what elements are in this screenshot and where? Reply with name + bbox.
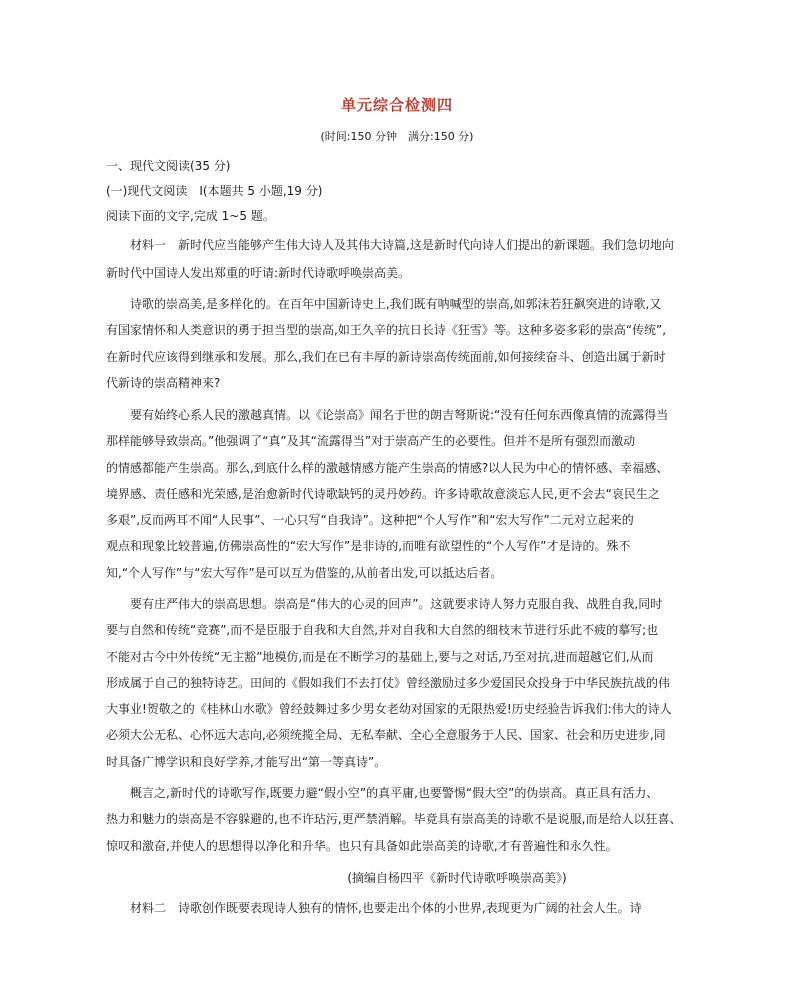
paragraph-line: 有国家情怀和人类意识的勇于担当型的崇高,如王久辛的抗日长诗《狂雪》等。这种多姿多彩的崇高“传统”, bbox=[106, 323, 667, 337]
paragraph-line: 诗歌的崇高美,是多样化的。在百年中国新诗史上,我们既有呐喊型的崇高,如郭沫若狂飙突进的诗歌,又 bbox=[130, 297, 662, 311]
paragraph-line: 代新诗的崇高精神来? bbox=[106, 376, 221, 390]
paragraph-line: 惊叹和激奋,并使人的思想得以净化和升华。也只有具备如此崇高美的诗歌,才有普遍性和永久性。 bbox=[106, 839, 618, 853]
paragraph-line: 新时代中国诗人发出郑重的吁请:新时代诗歌呼唤崇高美。 bbox=[106, 266, 411, 280]
paragraph-line: 要与自然和传统“竞赛”,而不是臣服于自我和大自然,并对自我和大自然的细枝末节进行乐此不疲的摹写;也 bbox=[106, 623, 659, 637]
instruction-text: 阅读下面的文字,完成 1~5 题。 bbox=[106, 209, 275, 223]
paragraph-line: 大事业!贺敬之的《桂林山水歌》曾经鼓舞过多少男女老幼对国家的无限热爱!历史经验告诉我们:伟大的诗人 bbox=[106, 702, 672, 716]
exam-info: (时间:150 分钟 满分:150 分) bbox=[320, 130, 474, 143]
paragraph-line: 材料一 新时代应当能够产生伟大诗人及其伟大诗篇,这是新时代向诗人们提出的新课题。我们急切地向 bbox=[130, 238, 674, 252]
paragraph-line: 知,“个人写作”与“宏大写作”是可以互为借鉴的,从前者出发,可以抵达后者。 bbox=[106, 566, 503, 580]
paragraph-line: 要有始终心系人民的激越真情。以《论崇高》闻名于世的朗吉弩斯说:“没有任何东西像真情的流露得当 bbox=[130, 408, 669, 422]
paragraph-line: 多艰”,反而两耳不闻“人民事”、一心只写“自我诗”。这种把“个人写作”和“宏大写作”二元对立起来的 bbox=[106, 513, 634, 527]
paragraph-line: 形成属于自己的独特诗艺。田间的《假如我们不去打仗》曾经激励过多少爱国民众投身于中华民族抗战的伟 bbox=[106, 676, 671, 690]
paragraph-line: 要有庄严伟大的崇高思想。崇高是“伟大的心灵的回声”。这就要求诗人努力克服自我、战胜自我,同时 bbox=[130, 597, 663, 611]
page-title: 单元综合检测四 bbox=[340, 96, 453, 114]
paragraph-line: 在新时代应该得到继承和发展。那么,我们在已有丰厚的新诗崇高传统面前,如何接续奋斗、创造出属于新时 bbox=[106, 350, 666, 364]
paragraph-line: 不能对古今中外传统“无主豁”地模仿,而是在不断学习的基础上,要与之对话,乃至对抗,进而超越它们,从而 bbox=[106, 650, 654, 664]
paragraph-line: 观点和现象比较普遍,仿佛崇高性的“宏大写作”是非诗的,而唯有欲望性的“个人写作”才是诗的。殊不 bbox=[106, 539, 631, 553]
subsection-heading: (一)现代文阅读 Ⅰ(本题共 5 小题,19 分) bbox=[106, 184, 323, 198]
paragraph-line: 热力和魅力的崇高是不容躲避的,也不许玷污,更严禁消解。毕竟具有崇高美的诗歌不是说服,而是给人以狂喜、 bbox=[106, 812, 682, 826]
paragraph-line: 必须大公无私、心怀远大志向,必须统揽全局、无私奉献、全心全意服务于人民、国家、社会和历史进步,同 bbox=[106, 728, 666, 742]
paragraph-line: 时具备广博学识和良好学养,才能写出“第一等真诗”。 bbox=[106, 755, 387, 769]
paragraph-line: 的情感都能产生崇高。那么,到底什么样的激越情感方能产生崇高的情感?以人民为中心的情怀感、幸福感、 bbox=[106, 461, 669, 475]
section-heading: 一、现代文阅读(35 分) bbox=[106, 159, 231, 173]
paragraph-line: 境界感、责任感和光荣感,是治愈新时代诗歌缺钙的灵丹妙药。许多诗歌故意淡忘人民,更不会去“哀民生之 bbox=[106, 487, 660, 501]
paragraph-line: 材料二 诗歌创作既要表现诗人独有的情怀,也要走出个体的小世界,表现更为广阔的社会人生。诗 bbox=[130, 901, 642, 915]
paragraph-line: 那样能够导致崇高。”他强调了“真”及其“流露得当”对于崇高产生的必要性。但并不是所有强烈而激动 bbox=[106, 434, 636, 448]
paragraph-line: 概言之,新时代的诗歌写作,既要力避“假小空”的真平庸,也要警惕“假大空”的伪崇高。真正具有活力、 bbox=[130, 786, 659, 800]
source-citation: (摘编自杨四平《新时代诗歌呼唤崇高美》) bbox=[347, 871, 567, 885]
